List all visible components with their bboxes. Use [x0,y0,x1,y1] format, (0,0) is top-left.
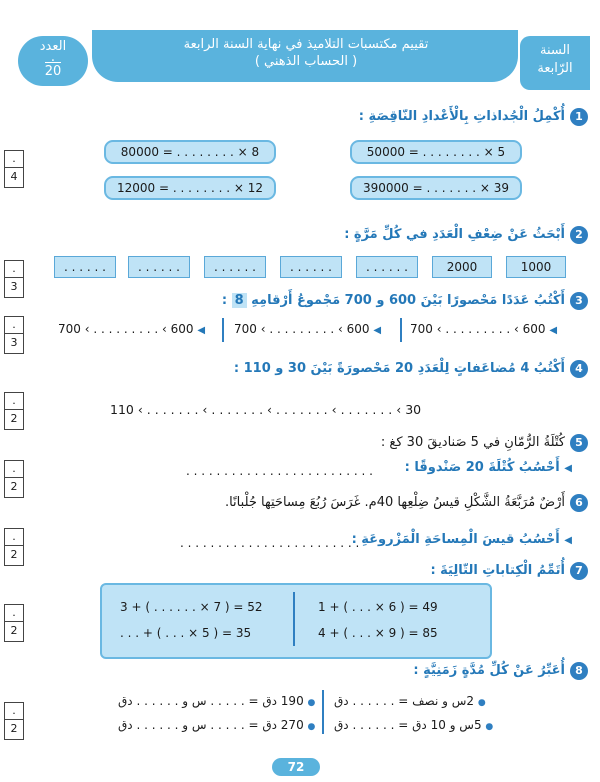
answer-dots: . . . . . . . . . . . . . . . . . . . . . . . . [180,536,360,550]
section-7-title [430,562,588,580]
section-3-title [222,292,588,310]
score-badge-label: العدد [39,39,67,54]
bullet-dot: ● [307,722,316,732]
section-title-text: كُتْلَةُ الرُّمّانِ في 5 صَناديقَ 30 كغ : [380,435,565,450]
section-number: 1 [570,108,588,126]
answer-dots: . . . . . . . . . . . . . . . . . . . . . . . . . [186,464,373,478]
triangle-marker: ◀ [564,463,572,474]
double-box: . . . . . . [280,256,342,278]
score-denominator: 2 [5,545,23,564]
section-2-title [344,226,588,244]
score-box: . 2 [4,702,24,740]
equation-box: 12000 = . . . . . . . . × 12 [104,176,276,200]
section-number: 2 [570,226,588,244]
range-answer [58,322,205,336]
score-box: . 2 [4,392,24,430]
triangle-marker: ◀ [564,535,572,546]
grade-value: الرّابعة [537,61,573,76]
equation-box: 390000 = . . . . . . . × 39 [350,176,522,200]
section-8-title [413,662,588,680]
triangle-marker: ◀ [549,325,558,336]
score-box: . 4 [4,150,24,188]
score-box: . 3 [4,260,24,298]
equation: 1 + ( . . . × 6 ) = 49 [318,600,438,614]
range-answer [234,322,381,336]
section-title-text: أَكْتُبُ 4 مُضاعَفاتٍ لِلْعَدَدِ 20 مَحْصورَةً بَيْنَ 30 و 110 : [233,361,565,376]
range-text: 700 ‹ . . . . . . . . . ‹ 600 [410,322,546,336]
divider [293,592,295,646]
multiples-answer: 110 ‹ . . . . . . . ‹ . . . . . . . ‹ . . . . . . . ‹ . . . . . . . ‹ 30 [110,402,422,417]
range-text: 700 ‹ . . . . . . . . . ‹ 600 [58,322,194,336]
grade-label: السنة [539,43,571,58]
equation-box: 50000 = . . . . . . . . × 5 [350,140,522,164]
score-box: . 2 [4,460,24,498]
triangle-marker: ◀ [197,325,206,336]
triangle-marker: ◀ [373,325,382,336]
section-number: 3 [570,292,588,310]
divider [400,318,402,342]
section-1-title [359,108,588,126]
section-title-text: أَرْضٌ مُرَبَّعَةُ الشَّكْلِ قيسُ ضِلْعِها 40م. غَرَسَ رُبُعَ مِساحَتِها جُلْبانًا. [224,495,565,510]
grade-badge [520,36,590,90]
section-title-text: أُكْمِلُ الْجُداذاتِ بِالْأَعْدادِ النّاقِصَةِ : [358,109,565,124]
digit-sum-highlight: 8 [232,293,247,308]
duration-item [334,718,493,732]
bullet-dot: ● [477,698,486,708]
score-box: . 2 [4,528,24,566]
section-title-text: أُتَمِّمُ الْكِتاباتِ التّالِيَةَ : [430,563,565,578]
equations-block [100,583,492,659]
section-title-text: أَبْحَثُ عَنْ ضِعْفِ الْعَدَدِ في كُلِّ مَرَّةٍ : [344,227,565,242]
section-6-title [225,494,588,512]
score-denominator: 3 [5,333,23,352]
task-text: أَحْسُبُ كُتْلَةَ 20 صَنْدوقًا : [404,460,560,475]
section-number: 4 [570,360,588,378]
page-number: 72 [272,758,320,776]
range-answer [410,322,557,336]
duration-item [334,694,486,708]
range-text: 700 ‹ . . . . . . . . . ‹ 600 [234,322,370,336]
divider [322,690,324,734]
section-4-title [234,360,588,378]
duration-text: 270 دق = . . . . . س و . . . . . . دق [118,718,304,732]
section-title-text: أُعَبِّرُ عَنْ كُلِّ مُدَّةٍ زَمَنِيَّةٍ : [413,663,565,678]
score-denominator: 2 [5,719,23,738]
section-5-title [381,434,588,452]
double-box: . . . . . . [356,256,418,278]
score-denominator: 4 [5,167,23,186]
score-badge: العدد . 20 [18,36,88,86]
duration-text: 2س و نصف = . . . . . . دق [334,694,474,708]
score-denominator: 2 [5,477,23,496]
section-number: 8 [570,662,588,680]
equation: . . . + ( . . . × 5 ) = 35 [120,626,252,640]
section-5-task [405,460,572,475]
equation-box: 80000 = . . . . . . . . × 8 [104,140,276,164]
divider [222,318,224,342]
title-colon: : [221,293,228,308]
task-text: أَحْسُبُ قيسَ الْمِساحَةِ الْمَزْروعَةِ : [351,532,560,547]
duration-item [118,718,315,732]
section-6-task [352,532,572,547]
bullet-dot: ● [307,698,316,708]
double-box: 1000 [506,256,566,278]
equation: 4 + ( . . . × 9 ) = 85 [318,626,438,640]
double-box: . . . . . . [54,256,116,278]
duration-text: 5س و 10 دق = . . . . . . دق [334,718,482,732]
score-box: . 3 [4,316,24,354]
double-box: . . . . . . [128,256,190,278]
score-denominator: 3 [5,277,23,296]
duration-text: 190 دق = . . . . . س و . . . . . . دق [118,694,304,708]
double-box: 2000 [432,256,492,278]
bullet-dot: ● [485,722,494,732]
equation: 3 + ( . . . . . . × 7 ) = 52 [120,600,263,614]
page-title [96,36,516,70]
score-denominator: 2 [5,409,23,428]
score-badge-total: 20 [44,64,62,79]
double-box: . . . . . . [204,256,266,278]
section-number: 6 [570,494,588,512]
section-title-text: أَكْتُبُ عَدَدًا مَحْصورًا بَيْنَ 600 و 700 مَجْموعُ أَرْقامِهِ [251,293,565,308]
title-line-1: تقييم مكتسبات التلاميذ في نهاية السنة الرابعة [183,37,429,52]
title-line-2: ( الحساب الذهني ) [254,54,358,69]
section-number: 5 [570,434,588,452]
score-denominator: 2 [5,621,23,640]
section-number: 7 [570,562,588,580]
duration-item [118,694,315,708]
score-box: . 2 [4,604,24,642]
